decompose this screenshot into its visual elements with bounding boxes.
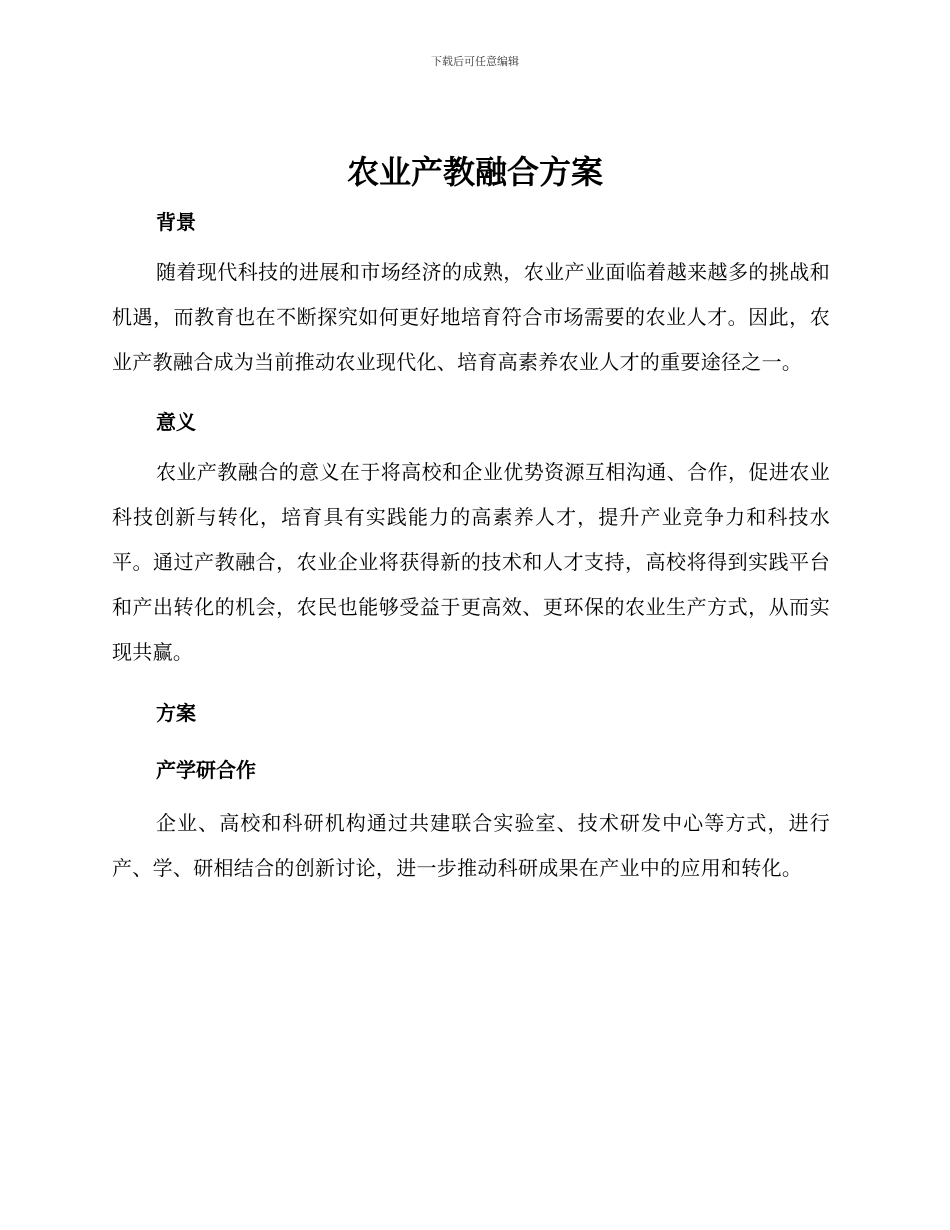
document-title: 农业产教融合方案 <box>346 153 603 191</box>
document-body <box>112 200 830 891</box>
section-paragraph-meaning: 农业产教融合的意义在于将高校和企业优势资源互相沟通、合作，促进农业科技创新与转化，培育具有实践能力的高素养人才，提升产业竞争力和科技水平。通过产教融合，农业企业将获得新的技术和人才支持，高校将得到实践平台和产出转化的机会，农民也能够受益于更高效、更环保的农业生产方式，从而实现共赢。 <box>112 460 830 664</box>
section-heading-background: 背景 <box>156 210 196 234</box>
section-heading-plan: 方案 <box>156 701 196 725</box>
header-note: 下载后可任意编辑 <box>431 55 519 68</box>
subsection-heading-cooperation: 产学研合作 <box>156 758 256 782</box>
section-heading-meaning: 意义 <box>156 410 196 434</box>
section-paragraph-background: 随着现代科技的进展和市场经济的成熟，农业产业面临着越来越多的挑战和机遇，而教育也在不断探究如何更好地培育符合市场需要的农业人才。因此，农业产教融合成为当前推动农业现代化、培育高素养农业人才的重要途径之一。 <box>112 260 830 374</box>
section-paragraph-cooperation: 企业、高校和科研机构通过共建联合实验室、技术研发中心等方式，进行产、学、研相结合的创新讨论，进一步推动科研成果在产业中的应用和转化。 <box>112 811 830 880</box>
